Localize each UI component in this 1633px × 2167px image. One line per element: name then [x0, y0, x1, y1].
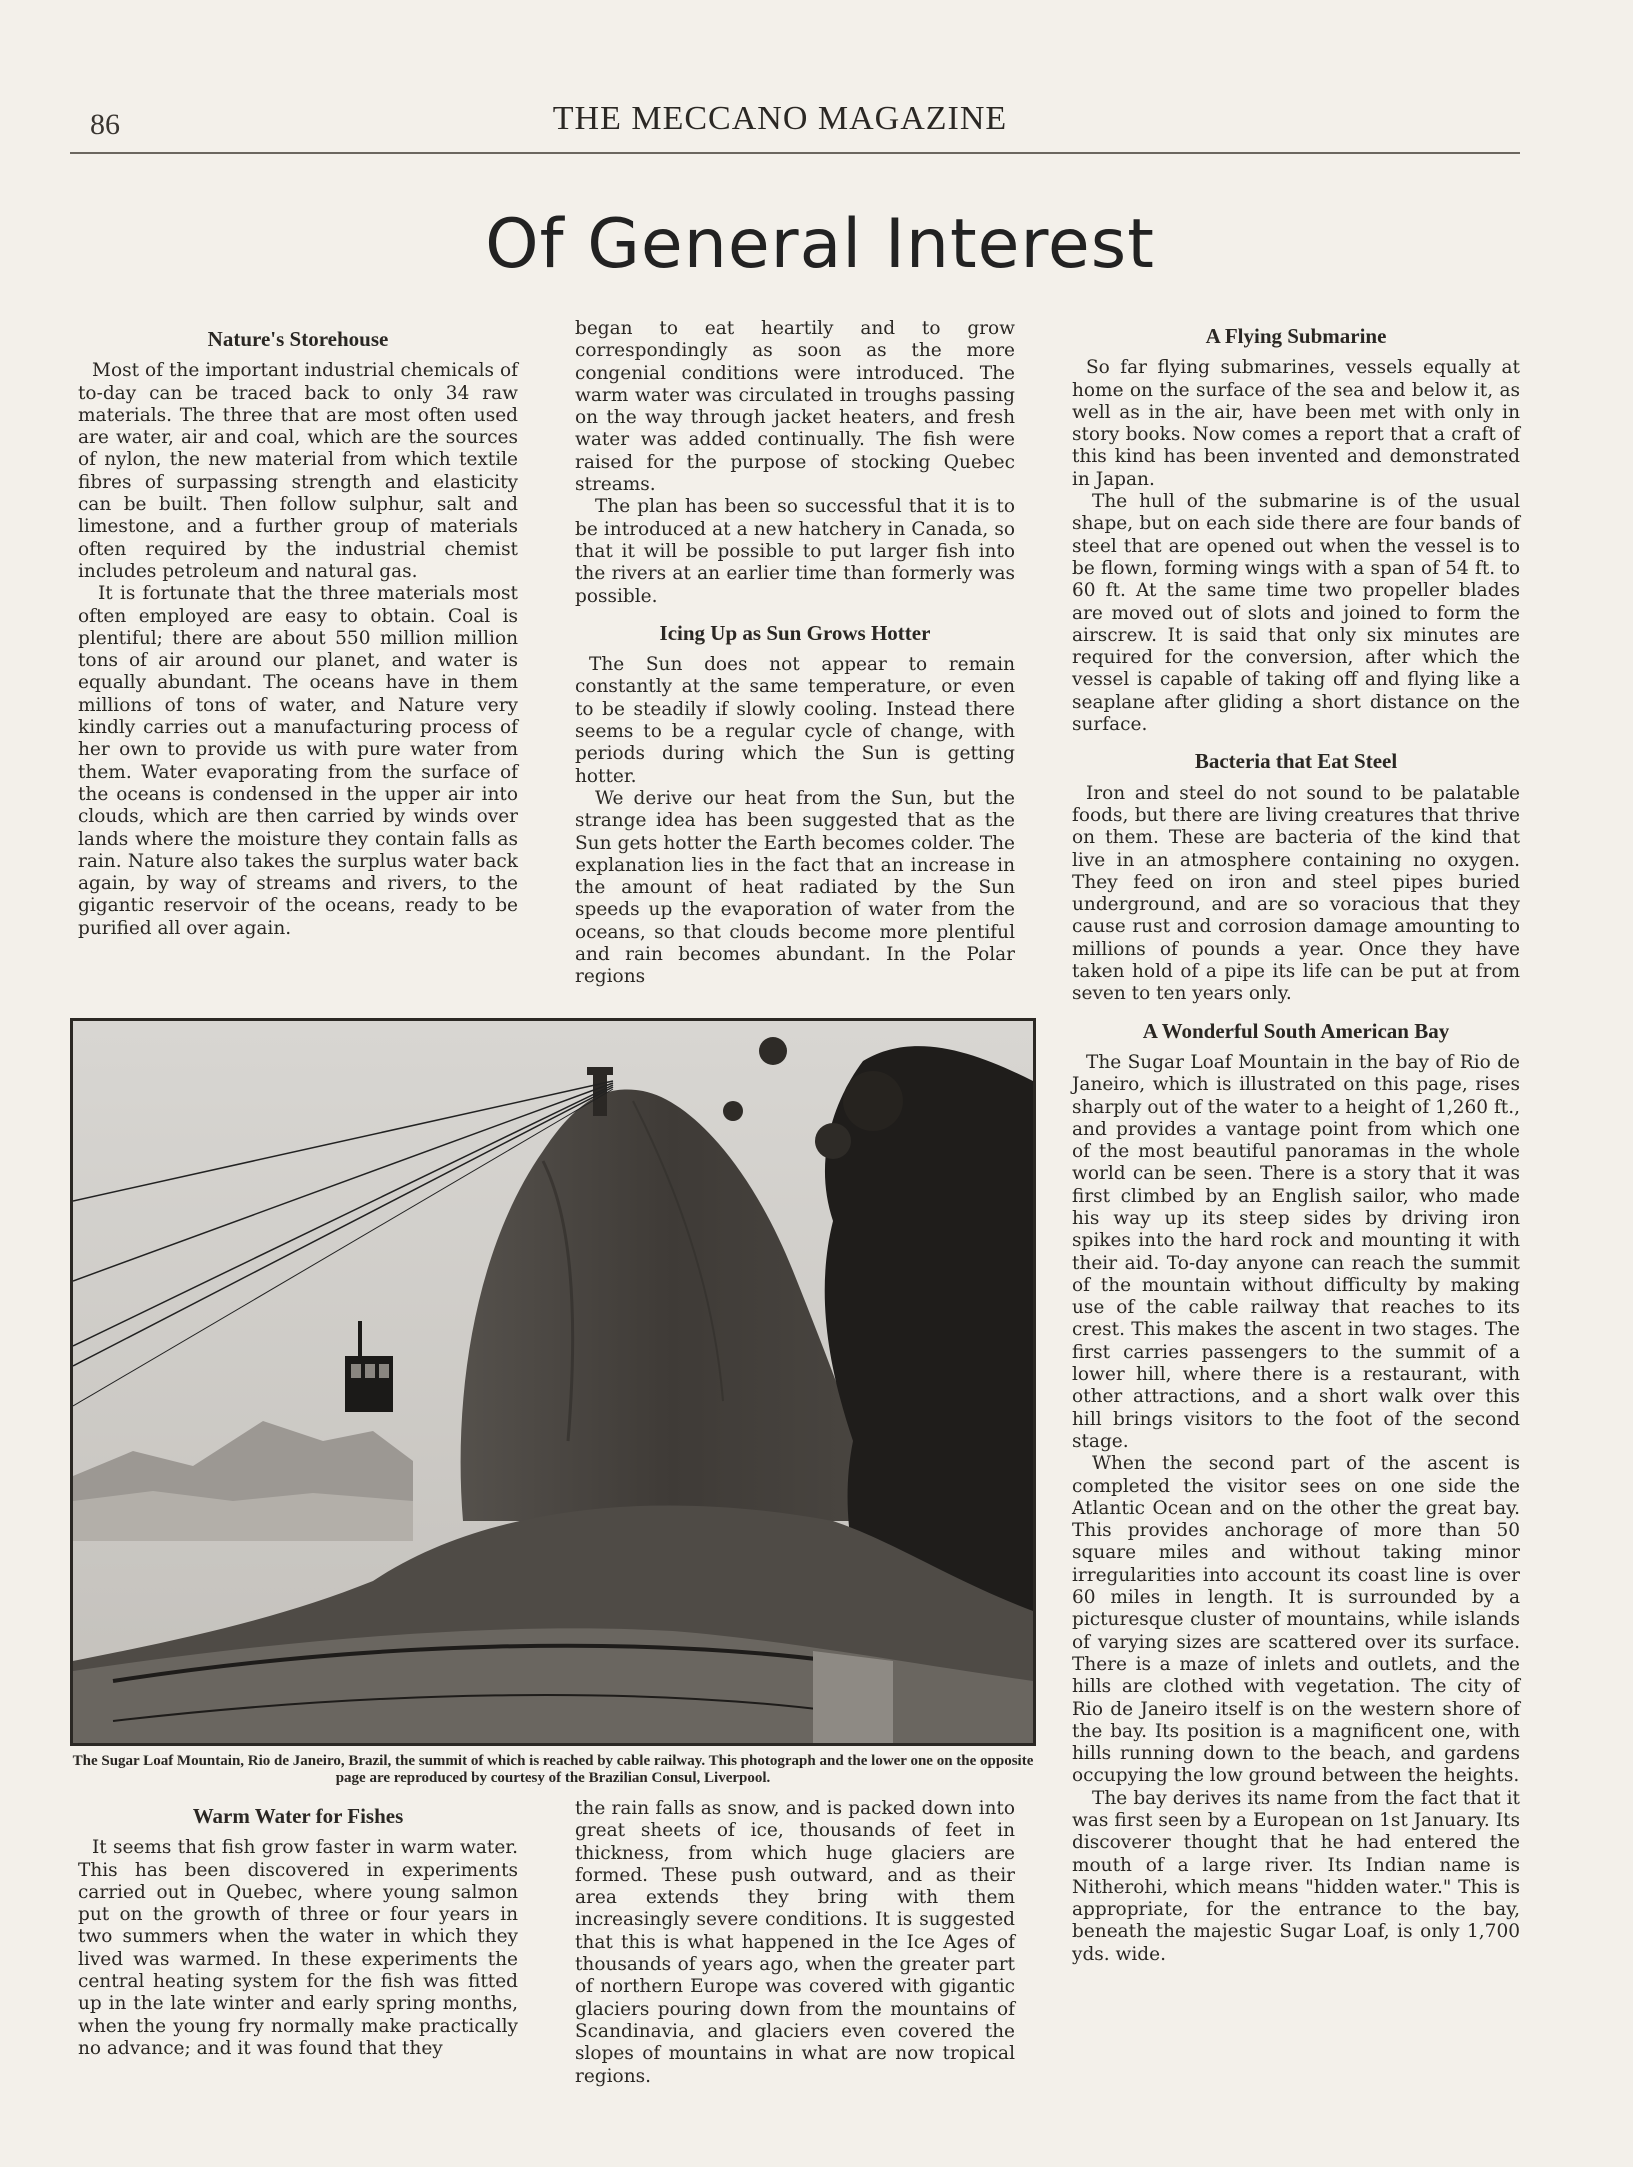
column-middle-top: [575, 318, 1015, 989]
article-paragraph: So far flying submarines, vessels equally at home on the surface of the sea and below it, as well as in the air, have been met with only in story books. Now comes a report that a craft of this kind has been invented and demonstrated in Japan.: [1072, 357, 1520, 490]
article-paragraph: Most of the important industrial chemicals of to-day can be traced back to only 34 raw materials. The three that are most often used are water, air and coal, which are the sources of nylon, the new material from which textile fibres of surpassing strength and elasticity can be built. Then follow sulphur, salt and limestone, and a further group of materials often required by the industrial chemist includes petroleum and natural gas.: [78, 360, 518, 582]
article-paragraph: The hull of the submarine is of the usual shape, but on each side there are four bands of steel that are opened out when the vessel is to be flown, forming wings with a span of 54 ft. to 60 ft. At the same time two propeller blades are moved out of slots and joined to form the airscrew. It is said that only six minutes are required for the conversion, after which the vessel is capable of taking off and flying like a seaplane after gliding a short distance on the surface.: [1072, 491, 1520, 736]
article-heading: Bacteria that Eat Steel: [1194, 749, 1398, 774]
page-number: 86: [90, 108, 120, 141]
column-left-bottom: [78, 1805, 518, 2060]
article-heading: A Flying Submarine: [1205, 324, 1387, 348]
article-heading: Icing Up as Sun Grows Hotter: [659, 620, 931, 645]
column-right: [1072, 325, 1520, 1966]
article-paragraph: When the second part of the ascent is completed the visitor sees on one side the Atlantic Ocean and on the other the great bay. This provides anchorage of more than 50 square miles and without taking minor irregularities into account its coast line is over 60 miles in length. It is surrounded by a picturesque cluster of mountains, while islands of varying sizes are scattered over its surface. There is a maze of inlets and outlets, and the hills are clothed with vegetation. The city of Rio de Janeiro itself is on the western shore of the bay. Its position is a magnificent one, with hills running down to the beach, and gardens occupying the low ground between the heights.: [1072, 1453, 1520, 1787]
article-paragraph: The Sun does not appear to remain constantly at the same temperature, or even to be steadily if slowly cooling. Instead there seems to be a regular cycle of change, with periods during which the Sun is getting hotter.: [575, 654, 1015, 787]
article-paragraph: It seems that fish grow faster in warm water. This has been discovered in experiments carried out in Quebec, where young salmon put on the growth of three or four years in two summers when the water in which they lived was warmed. In these experiments the central heating system for the fish was fitted up in the late winter and early spring months, when the young fry normally make practically no advance; and it was found that they: [78, 1837, 518, 2059]
page-headline: Of General Interest: [485, 205, 1155, 284]
article-paragraph: We derive our heat from the Sun, but the strange idea has been suggested that as the Sun gets hotter the Earth becomes colder. The explanation lies in the fact that an increase in the amount of heat radiated by the Sun speeds up the evaporation of water from the oceans, so that clouds become more plentiful and rain becomes abundant. In the Polar regions: [575, 787, 1015, 988]
column-middle-bottom: [575, 1798, 1015, 2088]
article-paragraph: The plan has been so successful that it is to be introduced at a new hatchery in Canada, so that it will be possible to put larger fish into the rivers at an earlier time than formerly was possible.: [575, 496, 1015, 607]
article-paragraph: The Sugar Loaf Mountain in the bay of Rio de Janeiro, which is illustrated on this page, rises sharply out of the water to a height of 1,260 ft., and provides a vantage point from which one of the most beautiful panoramas in the whole world can be seen. There is a story that it was first climbed by an English sailor, who made his way up its steep sides by driving iron spikes into the hard rock and mounting it with their aid. To-day anyone can reach the summit of the mountain without difficulty by making use of the cable railway that reaches to its crest. This makes the ascent in two stages. The first carries passengers to the summit of a lower hill, where there is a restaurant, with other attractions, and a short walk over this hill brings visitors to the foot of the second stage.: [1072, 1051, 1520, 1452]
header-rule: [70, 152, 1520, 154]
article-paragraph: The bay derives its name from the fact that it was first seen by a European on 1st January. Its discoverer thought that he had entered the mouth of a large river. Its Indian name is Nitherohi, which means "hidden water." This is appropriate, for the entrance to the bay, beneath the majestic Sugar Loaf, is only 1,700 yds. wide.: [1072, 1787, 1520, 1965]
article-heading: Warm Water for Fishes: [192, 1804, 404, 1828]
article-heading: A Wonderful South American Bay: [1142, 1018, 1450, 1043]
article-heading: Nature's Storehouse: [207, 327, 389, 351]
article-paragraph: began to eat heartily and to grow correspondingly as soon as the more congenial conditions were introduced. The warm water was circulated in troughs passing on the way through jacket heaters, and fresh water was added continually. The fish were raised for the purpose of stocking Quebec streams.: [575, 318, 1015, 496]
sugar-loaf-photograph: [70, 1018, 1036, 1746]
column-left-top: [78, 328, 518, 940]
article-paragraph: It is fortunate that the three materials most often employed are easy to obtain. Coal is plentiful; there are about 550 million million tons of air around our planet, and water is equally abundant. The oceans have in them millions of tons of water, and Nature very kindly carries out a manufacturing process of her own to provide us with pure water from them. Water evaporating from the surface of the oceans is condensed in the upper air into clouds, which are then carried by winds over lands where the moisture they contain falls as rain. Nature also takes the surplus water back again, by way of streams and rivers, to the gigantic reservoir of the oceans, ready to be purified all over again.: [78, 583, 518, 939]
article-paragraph: the rain falls as snow, and is packed down into great sheets of ice, thousands of feet in thickness, from which huge glaciers are formed. These push outward, and as their area extends they bring with them increasingly severe conditions. It is suggested that this is what happened in the Ice Ages of thousands of years ago, when the greater part of northern Europe was covered with gigantic glaciers pouring down from the mountains of Scandinavia, and glaciers even covered the slopes of mountains in what are now tropical regions.: [575, 1798, 1015, 2087]
article-paragraph: Iron and steel do not sound to be palatable foods, but there are living creatures that thrive on them. These are bacteria of the kind that live in an atmosphere containing no oxygen. They feed on iron and steel pipes buried underground, and are so voracious that they cause rust and corrosion damage amounting to millions of pounds a year. Once they have taken hold of a pipe its life can be put at from seven to ten years only.: [1072, 782, 1520, 1005]
photo-caption: The Sugar Loaf Mountain, Rio de Janeiro, Brazil, the summit of which is reached by cable railway. This photograph and the lower one on the opposite page are reproduced by courtesy of the Brazilian Consul, Liverpool.: [72, 1753, 1034, 1786]
photo-illustration: [73, 1021, 1033, 1743]
magazine-title: THE MECCANO MAGAZINE: [552, 100, 1008, 137]
